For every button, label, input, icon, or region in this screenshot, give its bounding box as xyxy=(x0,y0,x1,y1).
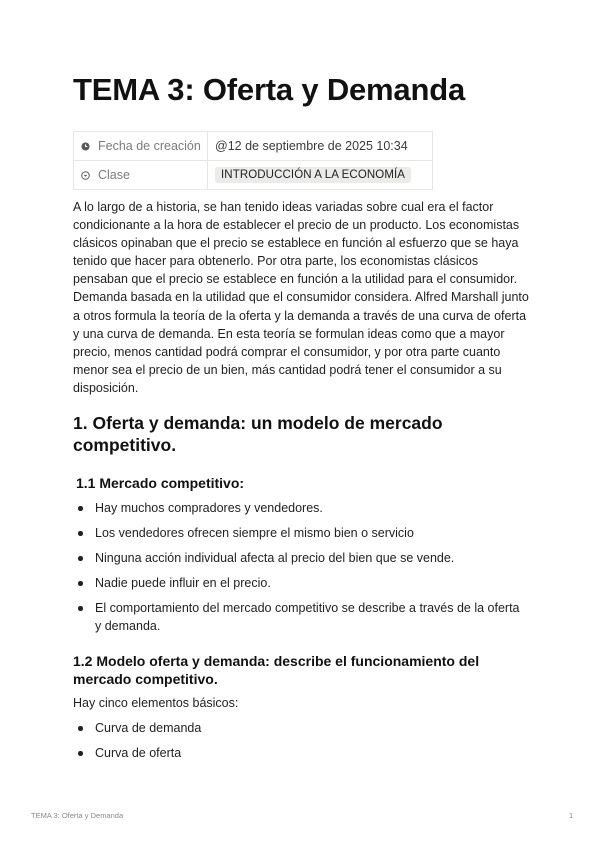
list-item: Curva de oferta xyxy=(73,744,523,762)
paragraph: Hay cinco elementos básicos: xyxy=(73,696,239,710)
property-label: Fecha de creación xyxy=(98,139,201,153)
subsection-heading: 1.2 Modelo oferta y demanda: describe el funcionamiento del mercado competitivo. xyxy=(73,653,480,687)
list-item: Los vendedores ofrecen siempre el mismo bien o servicio xyxy=(73,524,523,542)
list-item: Ninguna acción individual afecta al precio del bien que se vende. xyxy=(73,549,523,567)
select-icon xyxy=(81,171,90,180)
page-number: 1 xyxy=(569,811,574,820)
property-value: @12 de septiembre de 2025 10:34 xyxy=(215,139,408,153)
property-row-created xyxy=(74,132,433,161)
bullet-list xyxy=(73,719,523,769)
section-heading: 1. Oferta y demanda: un modelo de mercado competitivo. xyxy=(73,413,443,455)
intro-paragraph: A lo largo de a historia, se han tenido ideas variadas sobre cual era el factor condicionante a la hora de establecer el precio de un producto. Los economistas clásicos opinaban que el precio se establece en función al esfuerzo que se haya tenido que hacer para obtenerlo. Por otra parte, los economistas clásicos pensaban que el precio se establece en función a la utilidad para el consumidor. Demanda basada en la utilidad que el consumidor considera. Alfred Marshall junto a otros formula la teoría de la oferta y la demanda a través de una curva de oferta y una curva de demanda. En esta teoría se formulan ideas como que a mayor precio, menos cantidad podrá comprar el consumidor, y por otra parte cuanto menor sea el precio de un bien, más cantidad podrá tener el consumidor a su disposición. xyxy=(73,200,529,395)
property-row-class xyxy=(74,161,433,190)
class-tag[interactable]: INTRODUCCIÓN A LA ECONOMÍA xyxy=(215,167,411,183)
property-label: Clase xyxy=(98,168,130,182)
clock-icon xyxy=(81,142,90,151)
list-item: Curva de demanda xyxy=(73,719,523,737)
properties-table xyxy=(73,131,433,190)
list-item: El comportamiento del mercado competitivo se describe a través de la oferta y demanda. xyxy=(73,599,523,635)
list-item: Hay muchos compradores y vendedores. xyxy=(73,499,523,517)
bullet-list xyxy=(73,499,523,642)
subsection-heading: 1.1 Mercado competitivo: xyxy=(76,475,245,491)
list-item: Nadie puede influir en el precio. xyxy=(73,574,523,592)
footer-title: TEMA 3: Oferta y Demanda xyxy=(31,811,124,820)
page-title: TEMA 3: Oferta y Demanda xyxy=(73,72,465,107)
